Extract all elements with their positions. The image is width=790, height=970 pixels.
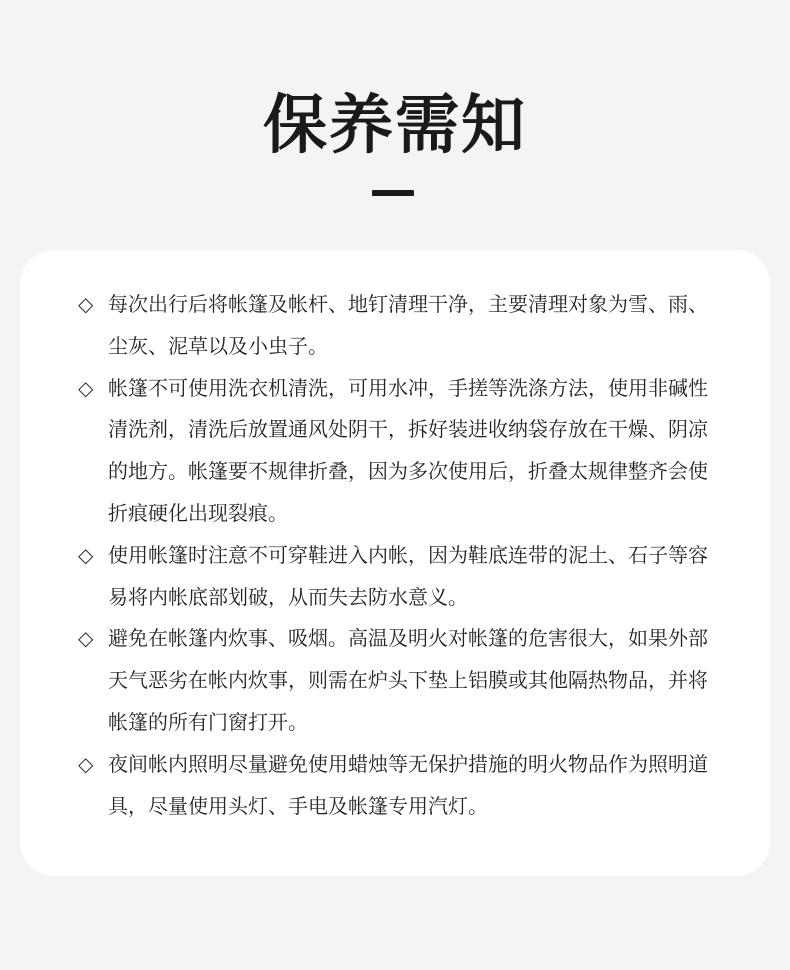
care-item-text: 每次出行后将帐篷及帐杆、地钉清理干净，主要清理对象为雪、雨、尘灰、泥草以及小虫子。 xyxy=(108,292,708,358)
diamond-bullet-icon: ◇ xyxy=(78,292,94,316)
diamond-bullet-icon: ◇ xyxy=(78,751,94,776)
care-item-text: 夜间帐内照明尽量避免使用蜡烛等无保护措施的明火物品作为照明道具，尽量使用头灯、手电及帐篷专用汽灯。 xyxy=(108,751,708,818)
diamond-bullet-icon: ◇ xyxy=(78,626,94,651)
care-item-text: 使用帐篷时注意不可穿鞋进入内帐，因为鞋底连带的泥土、石子等容易将内帐底部划破，从而失去防水意义。 xyxy=(108,542,708,609)
care-item-3 xyxy=(78,535,718,619)
diamond-bullet-icon: ◇ xyxy=(78,542,94,567)
title-underline xyxy=(372,190,414,196)
care-item-4 xyxy=(78,618,718,743)
care-list xyxy=(78,284,718,827)
care-item-text: 帐篷不可使用洗衣机清洗，可用水冲，手搓等洗涤方法，使用非碱性清洗剂，清洗后放置通风处阴干，拆好装进收纳袋存放在干燥、阴凉的地方。帐篷要不规律折叠，因为多次使用后，折叠太规律整齐会使折痕硬化出现裂痕。 xyxy=(108,375,708,525)
care-item-text: 避免在帐篷内炊事、吸烟。高温及明火对帐篷的危害很大，如果外部天气恶劣在帐内炊事，则需在炉头下垫上铝膜或其他隔热物品，并将帐篷的所有门窗打开。 xyxy=(108,626,708,734)
care-item-1 xyxy=(78,284,718,368)
care-item-2 xyxy=(78,368,718,535)
diamond-bullet-icon: ◇ xyxy=(78,375,94,400)
care-item-5 xyxy=(78,744,718,828)
care-notes-card xyxy=(20,250,770,876)
page-title: 保养需知 xyxy=(263,89,527,163)
